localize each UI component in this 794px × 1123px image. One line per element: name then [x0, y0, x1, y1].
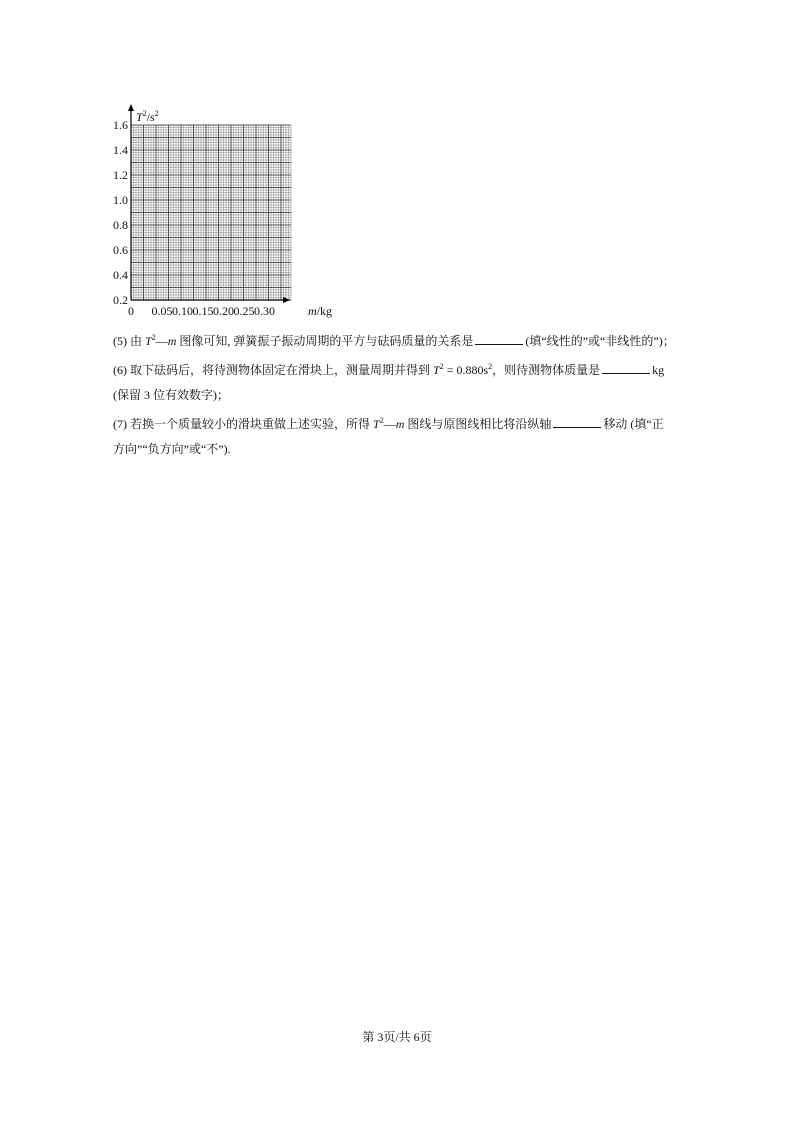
x-axis-title: m/kg	[308, 304, 333, 318]
question-6: (6) 取下砝码后，将待测物体固定在滑块上，测量周期并得到 $T^2 = 0.880s^2$，则待测物体质量是 kg	[113, 362, 665, 377]
answer-blank-6[interactable]	[602, 361, 650, 374]
x-tick-label: 0.10	[172, 304, 193, 318]
x-axis-arrow	[283, 297, 290, 303]
y-tick-label: 0.8	[113, 218, 128, 232]
question-6-cont: (保留 3 位有效数字)；	[113, 388, 229, 402]
y-axis-title: $T^2/s^2$	[136, 109, 159, 124]
y-tick-label: 1.4	[113, 143, 128, 157]
y-tick-label: 0.6	[113, 243, 128, 257]
y-tick-label: 0.2	[113, 293, 128, 307]
answer-blank-5[interactable]	[475, 332, 523, 345]
y-tick-label: 1.2	[113, 168, 128, 182]
question-7-cont: 方向”“负方向”或“不”).	[113, 442, 231, 456]
x-tick-label: 0.15	[192, 304, 214, 318]
chart-svg	[100, 100, 360, 320]
x-tick-label: 0.30	[254, 304, 275, 318]
question-7: (7) 若换一个质量较小的滑块重做上述实验，所得 $T^2—m$ 图线与原图线相比将沿纵轴 移动 (填“正	[113, 416, 664, 431]
y-tick-label: 1.0	[113, 193, 128, 207]
grid-chart	[100, 100, 360, 320]
x-tick-label: 0.25	[233, 304, 255, 318]
x-tick-label: 0.20	[213, 304, 234, 318]
question-5: (5) 由 $T^2—m$ 图像可知, 弹簧振子振动周期的平方与砝码质量的关系是 (填“线性的”或“非线性的”)；	[113, 333, 675, 348]
x-tick-label: 0.05	[151, 304, 173, 318]
y-tick-label: 1.6	[113, 118, 128, 132]
y-axis-arrow	[128, 104, 134, 111]
questions-block	[113, 325, 693, 462]
answer-blank-7[interactable]	[553, 415, 601, 428]
page-footer: 第 3页/共 6页	[362, 1030, 432, 1044]
origin-label: 0	[128, 304, 134, 318]
y-tick-label: 0.4	[113, 268, 128, 282]
